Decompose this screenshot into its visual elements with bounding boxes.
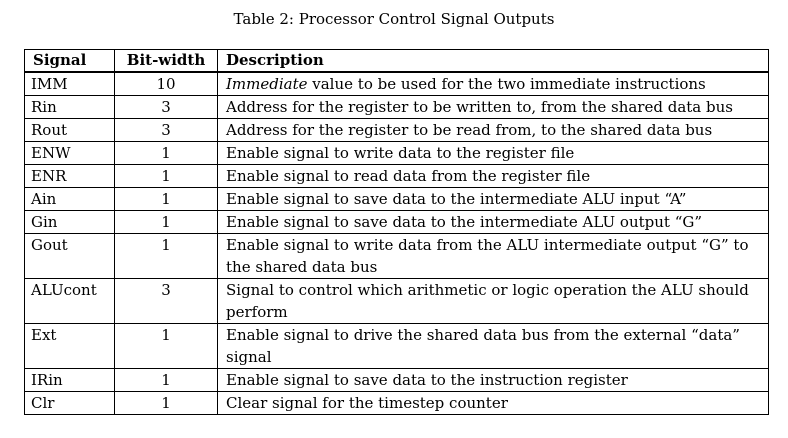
- bitwidth-cell: 3: [115, 279, 218, 324]
- table-row: [25, 279, 769, 324]
- table-header-row: [25, 50, 769, 73]
- table-row: [25, 188, 769, 211]
- signal-cell: Rout: [25, 119, 115, 142]
- description-cell: Enable signal to write data from the ALU intermediate output “G” to the shared data bus: [218, 234, 769, 279]
- header-signal: Signal: [25, 50, 115, 73]
- signal-cell: Gout: [25, 234, 115, 279]
- description-text: value to be used for the two immediate instructions: [307, 75, 706, 93]
- description-cell: [218, 72, 769, 96]
- table-row: [25, 234, 769, 279]
- description-cell: Enable signal to drive the shared data bus from the external “data” signal: [218, 324, 769, 369]
- table-row: [25, 392, 769, 415]
- bitwidth-cell: 3: [115, 119, 218, 142]
- signal-cell: IRin: [25, 369, 115, 392]
- bitwidth-cell: 1: [115, 211, 218, 234]
- description-cell: Enable signal to save data to the intermediate ALU output “G”: [218, 211, 769, 234]
- table-row: [25, 369, 769, 392]
- description-emphasis: Immediate: [226, 75, 308, 93]
- signal-cell: Clr: [25, 392, 115, 415]
- table-row: [25, 119, 769, 142]
- bitwidth-cell: 1: [115, 188, 218, 211]
- table-row: [25, 72, 769, 96]
- table-caption: Table 2: Processor Control Signal Outputs: [233, 10, 555, 28]
- description-cell: Enable signal to save data to the instruction register: [218, 369, 769, 392]
- description-cell: Address for the register to be read from, to the shared data bus: [218, 119, 769, 142]
- signal-cell: ALUcont: [25, 279, 115, 324]
- bitwidth-cell: 1: [115, 324, 218, 369]
- bitwidth-cell: 3: [115, 96, 218, 119]
- bitwidth-cell: 1: [115, 369, 218, 392]
- description-cell: Enable signal to save data to the intermediate ALU input “A”: [218, 188, 769, 211]
- description-cell: Enable signal to read data from the register file: [218, 165, 769, 188]
- bitwidth-cell: 10: [115, 72, 218, 96]
- signal-cell: ENR: [25, 165, 115, 188]
- control-signals-table: [24, 49, 769, 415]
- bitwidth-cell: 1: [115, 142, 218, 165]
- header-bitwidth: Bit-width: [115, 50, 218, 73]
- bitwidth-cell: 1: [115, 234, 218, 279]
- bitwidth-cell: 1: [115, 165, 218, 188]
- signal-cell: IMM: [25, 72, 115, 96]
- description-cell: Signal to control which arithmetic or logic operation the ALU should perform: [218, 279, 769, 324]
- signal-cell: Ext: [25, 324, 115, 369]
- table-row: [25, 211, 769, 234]
- table-row: [25, 165, 769, 188]
- signal-cell: Gin: [25, 211, 115, 234]
- description-cell: Enable signal to write data to the register file: [218, 142, 769, 165]
- signal-cell: ENW: [25, 142, 115, 165]
- signal-cell: Rin: [25, 96, 115, 119]
- description-cell: Clear signal for the timestep counter: [218, 392, 769, 415]
- table-row: [25, 142, 769, 165]
- signal-cell: Ain: [25, 188, 115, 211]
- bitwidth-cell: 1: [115, 392, 218, 415]
- description-cell: Address for the register to be written to, from the shared data bus: [218, 96, 769, 119]
- table-row: [25, 324, 769, 369]
- table-row: [25, 96, 769, 119]
- header-description: Description: [218, 50, 769, 73]
